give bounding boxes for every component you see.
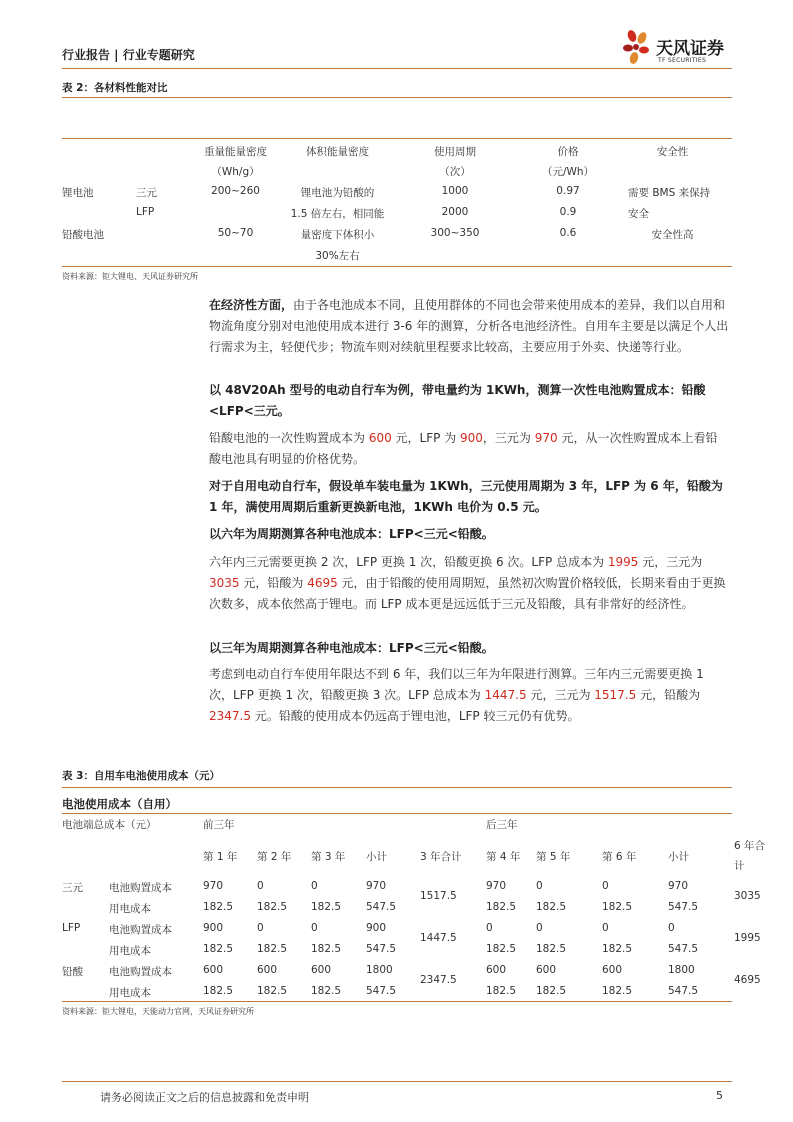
cell: 970	[486, 880, 507, 892]
cell: 970	[366, 880, 387, 892]
purchase-label: 电池购置成本	[109, 966, 172, 978]
cell: 182.5	[602, 901, 633, 913]
page-number: 5	[716, 1089, 723, 1102]
cell: 0	[668, 922, 675, 934]
paragraph-six-year	[209, 552, 729, 615]
table-row-battery: 三元	[62, 882, 83, 894]
cell: 547.5	[366, 985, 397, 997]
cell-sum6: 4695	[734, 974, 761, 986]
company-logo	[620, 28, 740, 68]
first-three-label: 前三年	[203, 819, 235, 831]
cell: 600	[602, 964, 623, 976]
cell: 182.5	[602, 943, 633, 955]
col-cycle-unit: （次）	[439, 166, 471, 178]
paragraph-example	[209, 380, 729, 422]
cell: 900	[366, 922, 387, 934]
p4-bold: 对于自用电动自行车，假设单车装电量为 1KWh，三元使用周期为 3 年，LFP 为 6 年，铅酸为 1 年，满使用周期后重新更换新电池，1KWh 电价为 0.5 元。	[209, 479, 723, 514]
cell: 600	[536, 964, 557, 976]
p8-d: 元。铅酸的使用成本仍远高于锂电池，LFP 较三元仍有优势。	[251, 709, 580, 723]
p6-v1: 1995	[607, 555, 639, 569]
cell: 182.5	[486, 985, 517, 997]
paragraph-economics	[209, 295, 729, 358]
paragraph-assumption	[209, 476, 729, 518]
cell: 182.5	[203, 901, 234, 913]
p3-v1: 600	[368, 431, 392, 445]
lead-cycle: 300~350	[430, 227, 480, 239]
header-rule	[62, 68, 732, 69]
p7-lead: 以三年为周期测算各种电池成本：	[209, 641, 390, 655]
p2-lead: 以 48V20Ah 型号的电动自行车为例，带电量约为 1KWh，测算一次性电池购置成本：	[209, 383, 682, 397]
six-total-line2: 计	[734, 860, 745, 872]
cell: 0	[602, 880, 609, 892]
cell: 970	[203, 880, 224, 892]
p3-a: 铅酸电池的一次性购置成本为	[209, 431, 369, 445]
cell: 182.5	[486, 901, 517, 913]
total-cost-label: 电池端总成本（元）	[62, 819, 157, 831]
cell: 182.5	[257, 985, 288, 997]
cell: 600	[203, 964, 224, 976]
vol-line3: 量密度下体积小	[300, 229, 375, 241]
col-subtotal1: 小计	[366, 851, 387, 863]
power-label: 用电成本	[109, 903, 151, 915]
col-cycle: 使用周期	[434, 146, 476, 158]
cell: 182.5	[203, 943, 234, 955]
paragraph-six-year-title	[209, 524, 729, 545]
p6-b: 元，三元为	[638, 555, 703, 569]
cell-sum6: 1995	[734, 932, 761, 944]
vol-line2: 1.5 倍左右，相同能	[290, 208, 385, 220]
cell: 0	[536, 880, 543, 892]
lfp-cycle: 2000	[441, 206, 469, 218]
cell: 547.5	[668, 901, 699, 913]
col-price: 价格	[557, 146, 579, 158]
logo-sub: TF SECURITIES	[658, 57, 707, 64]
cell-sum3: 2347.5	[420, 974, 457, 986]
p7-red: LFP<三元<铅酸。	[389, 641, 494, 655]
cell: 182.5	[203, 985, 234, 997]
lfp-price: 0.9	[559, 206, 577, 218]
cell: 600	[486, 964, 507, 976]
cell: 900	[203, 922, 224, 934]
p8-v3: 2347.5	[209, 709, 251, 723]
ternary-price: 0.97	[556, 185, 580, 197]
table-row-battery: 铅酸	[62, 966, 83, 978]
p8-v2: 1517.5	[594, 688, 637, 702]
table2-caption-rule	[62, 97, 732, 98]
logo-mark-icon	[620, 28, 656, 68]
cell: 547.5	[668, 985, 699, 997]
table2-caption: 表 2：各材料性能对比	[62, 82, 168, 94]
cell-sum6: 3035	[734, 890, 761, 902]
p3-v2: 900	[460, 431, 483, 445]
table2-source: 资料来源：钜大锂电、天风证券研究所	[62, 272, 198, 281]
report-header: 行业报告 | 行业专题研究	[62, 48, 195, 62]
p8-v1: 1447.5	[484, 688, 527, 702]
p3-d: 元，从一次性购置成本上看铅酸电池具有明显的价格优势。	[209, 431, 718, 466]
lead-safety: 安全性高	[651, 229, 694, 241]
p6-a: 六年内三元需要更换 2 次，LFP 更换 1 次，铅酸更换 6 次。LFP 总成本为	[209, 555, 608, 569]
power-label: 用电成本	[109, 945, 151, 957]
col-year1: 第 1 年	[203, 851, 238, 863]
li-safety1: 需要 BMS 来保持	[628, 187, 711, 199]
p6-v3: 4695	[307, 576, 338, 590]
p1-text: 由于各电池成本不同，且使用群体的不同也会带来使用成本的差异，我们以自用和物流角度分别对电池使用成本进行 3-6 年的测算，分析各电池经济性。自用车主要是以满足个人出行需求为主，轻便代步；物流车则对续航里程要求比较高，主要应用于外卖、快递等行业。	[209, 298, 729, 354]
row-lead: 铅酸电池	[62, 229, 104, 241]
cell: 182.5	[257, 901, 288, 913]
cell: 1800	[668, 964, 695, 976]
col-price-unit: （元/Wh）	[541, 166, 595, 178]
col-mass-unit: （Wh/g）	[211, 166, 260, 178]
cell: 600	[311, 964, 332, 976]
table3-title-rule	[62, 813, 732, 814]
cell: 1800	[366, 964, 393, 976]
col-year3: 第 3 年	[311, 851, 346, 863]
paragraph-three-year	[209, 664, 729, 727]
p6-d: 元，由于铅酸的使用周期短，虽然初次购置价格较低，长期来看由于更换次数多，成本依然高于锂电。而 LFP 成本更是远远低于三元及铅酸，具有非常好的经济性。	[209, 576, 726, 611]
table3-caption: 表 3：自用车电池使用成本（元）	[62, 770, 220, 782]
purchase-label: 电池购置成本	[109, 924, 172, 936]
p6-c: 元，铅酸为	[239, 576, 308, 590]
col-year6: 第 6 年	[602, 851, 637, 863]
lead-mass: 50~70	[217, 227, 254, 239]
col-year5: 第 5 年	[536, 851, 571, 863]
cell: 182.5	[311, 985, 342, 997]
lead-price: 0.6	[559, 227, 577, 239]
col-vol-density: 体积能量密度	[306, 146, 369, 158]
power-label: 用电成本	[109, 987, 151, 999]
p3-c: ，三元为	[482, 431, 535, 445]
cell: 182.5	[536, 901, 567, 913]
cell: 182.5	[311, 943, 342, 955]
cell: 182.5	[257, 943, 288, 955]
disclaimer-link: 请务必阅读正文之后的信息披露和免责申明	[100, 1091, 309, 1104]
row-li: 锂电池	[62, 187, 94, 199]
col-safety: 安全性	[656, 146, 689, 158]
cell: 182.5	[311, 901, 342, 913]
table3-title: 电池使用成本（自用）	[62, 797, 177, 811]
vol-line1: 锂电池为铅酸的	[300, 187, 375, 199]
table3-source: 资料来源：钜大锂电，天能动力官网，天风证券研究所	[62, 1007, 254, 1016]
p8-c: 元，铅酸为	[636, 688, 701, 702]
li-mass: 200~260	[211, 185, 260, 197]
cell: 0	[257, 880, 264, 892]
row-ternary: 三元	[136, 187, 157, 199]
table2-bottom-rule	[62, 266, 732, 267]
footer-rule	[62, 1081, 732, 1082]
purchase-label: 电池购置成本	[109, 882, 172, 894]
cell: 182.5	[486, 943, 517, 955]
col-year2: 第 2 年	[257, 851, 292, 863]
table-row-battery: LFP	[62, 922, 81, 934]
cell-sum3: 1447.5	[420, 932, 457, 944]
table2-top-rule	[62, 138, 732, 139]
p3-b: 元，LFP 为	[391, 431, 461, 445]
p6-v2: 3035	[209, 576, 240, 590]
cell: 0	[602, 922, 609, 934]
cell: 182.5	[602, 985, 633, 997]
li-safety2: 安全	[628, 208, 649, 220]
cell: 182.5	[536, 943, 567, 955]
cell: 0	[257, 922, 264, 934]
p8-b: 元，三元为	[526, 688, 595, 702]
p8-a: 考虑到电动自行车使用年限达不到 6 年，我们以三年为年限进行测算。三年内三元需要更换 1 次，LFP 更换 1 次，铅酸更换 3 次。LFP 总成本为	[209, 667, 704, 702]
cell: 547.5	[366, 943, 397, 955]
logo-name: 天风证券	[656, 39, 724, 59]
last-three-label: 后三年	[486, 819, 518, 831]
col-subtotal2: 小计	[668, 851, 689, 863]
col-year4: 第 4 年	[486, 851, 521, 863]
cell: 0	[536, 922, 543, 934]
cell: 0	[311, 922, 318, 934]
six-total-line1: 6 年合	[734, 840, 766, 852]
table3-caption-rule	[62, 787, 732, 788]
cell: 547.5	[366, 901, 397, 913]
p5-red: LFP<三元<铅酸。	[389, 527, 494, 541]
cell: 547.5	[668, 943, 699, 955]
col-3yr-total: 3 年合计	[420, 851, 462, 863]
cell: 970	[668, 880, 689, 892]
cell: 600	[257, 964, 278, 976]
vol-line4: 30%左右	[315, 250, 360, 262]
p5-lead: 以六年为周期测算各种电池成本：	[209, 527, 390, 541]
ternary-cycle: 1000	[441, 185, 469, 197]
col-mass-density: 重量能量密度	[204, 146, 267, 158]
p2-red: 铅酸<LFP<三元。	[209, 383, 706, 418]
cell-sum3: 1517.5	[420, 890, 457, 902]
paragraph-purchase-cost	[209, 428, 729, 470]
p1-lead: 在经济性方面，	[209, 298, 294, 312]
paragraph-three-year-title	[209, 638, 729, 659]
cell: 0	[486, 922, 493, 934]
p3-v3: 970	[534, 431, 558, 445]
cell: 0	[311, 880, 318, 892]
table3-bottom-rule	[62, 1001, 732, 1002]
row-lfp: LFP	[136, 206, 155, 218]
cell: 182.5	[536, 985, 567, 997]
